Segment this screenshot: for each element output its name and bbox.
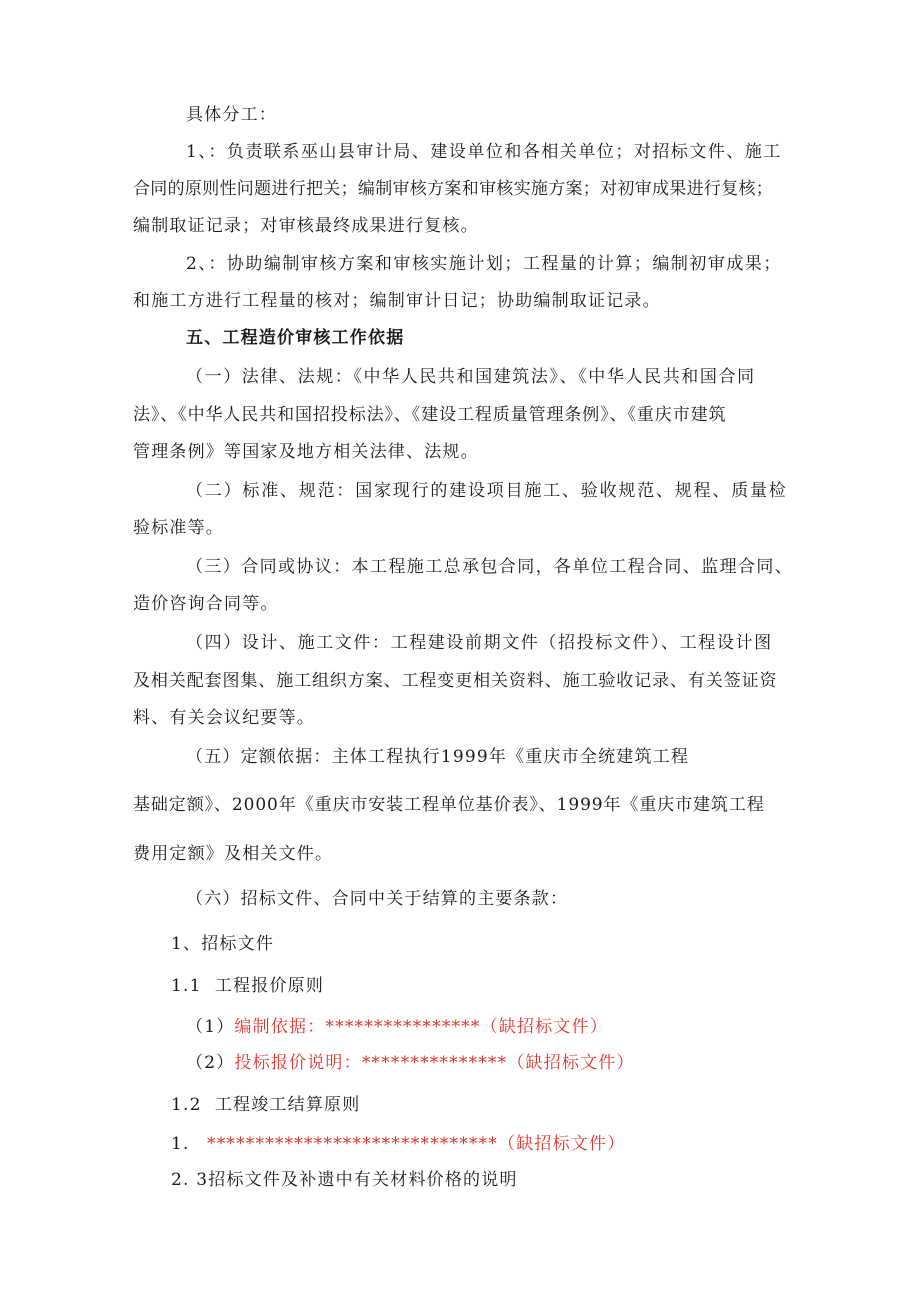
tender-1-1-heading: 1.1 工程报价原则 xyxy=(171,976,325,996)
tender-item-1-number: （1） xyxy=(186,1017,235,1037)
division-item-2-line-1: 2、：协助编制审核方案和审核实施计划；工程量的计算；编制初审成果； xyxy=(186,254,782,274)
section-5-p2-line-1: （二）标准、规范：国家现行的建设项目施工、验收规范、规程、质量检 xyxy=(186,481,788,501)
division-item-1-line-3: 编制取证记录；对审核最终成果进行复核。 xyxy=(133,216,479,236)
section-5-p1-line-2: 法》、《中华人民共和国招投标法》、《建设工程质量管理条例》、《重庆市建筑 xyxy=(133,405,727,425)
section-5-p3-line-1: （三）合同或协议：本工程施工总承包合同，各单位工程合同、监理合同、 xyxy=(186,557,794,577)
section-5-p4-line-3: 料、有关会议纪要等。 xyxy=(133,708,315,728)
tender-heading: 1、招标文件 xyxy=(171,934,275,954)
section-5-p5-line-3: 费用定额》及相关文件。 xyxy=(133,844,334,864)
section-5-p5-line-2: 基础定额》、2000年《重庆市安装工程单位基价表》、1999年《重庆市建筑工程 xyxy=(133,795,765,815)
tender-item-2-number: （2） xyxy=(186,1053,235,1073)
section-5-p4-line-2: 及相关配套图集、施工组织方案、工程变更相关资料、施工验收记录、有关签证资 xyxy=(133,671,778,691)
section-5-p4-line-1: （四）设计、施工文件：工程建设前期文件（招投标文件）、工程设计图 xyxy=(186,633,773,653)
section-5-p5-line-1: （五）定额依据：主体工程执行1999年《重庆市全统建筑工程 xyxy=(186,747,690,767)
tender-1-2-heading: 1.2 工程竣工结算原则 xyxy=(171,1095,361,1115)
tender-item-1-text: 编制依据：****************（缺招标文件） xyxy=(234,1017,609,1037)
section-5-p6: （六）招标文件、合同中关于结算的主要条款： xyxy=(186,889,569,909)
section-5-title: 五、工程造价审核工作依据 xyxy=(186,328,405,348)
division-item-1-line-2: 合同的原则性问题进行把关；编制审核方案和审核实施方案；对初审成果进行复核； xyxy=(133,179,774,199)
section-5-p1-line-1: （一）法律、法规：《中华人民共和国建筑法》、《中华人民共和国合同 xyxy=(186,367,756,387)
division-heading: 具体分工： xyxy=(186,105,277,125)
tender-item-3 xyxy=(171,1132,625,1156)
tender-item-1 xyxy=(186,1015,608,1039)
tender-item-2 xyxy=(186,1051,635,1075)
tender-item-2-text: 投标报价说明：***************（缺招标文件） xyxy=(234,1053,635,1073)
section-5-p3-line-2: 造价咨询合同等。 xyxy=(133,594,279,614)
section-5-p1-line-3: 管理条例》等国家及地方相关法律、法规。 xyxy=(133,442,479,462)
tender-item-3-text: ******************************（缺招标文件） xyxy=(207,1134,626,1154)
division-item-1-line-1: 1、：负责联系巫山县审计局、建设单位和各相关单位；对招标文件、施工 xyxy=(186,142,782,162)
section-5-p2-line-2: 验标准等。 xyxy=(133,518,224,538)
tender-item-3-number: 1. xyxy=(171,1134,190,1154)
division-item-2-line-2: 和施工方进行工程量的核对；编制审计日记；协助编制取证记录。 xyxy=(133,291,661,311)
tender-2-3-heading: 2. 3招标文件及补遗中有关材料价格的说明 xyxy=(171,1170,518,1190)
